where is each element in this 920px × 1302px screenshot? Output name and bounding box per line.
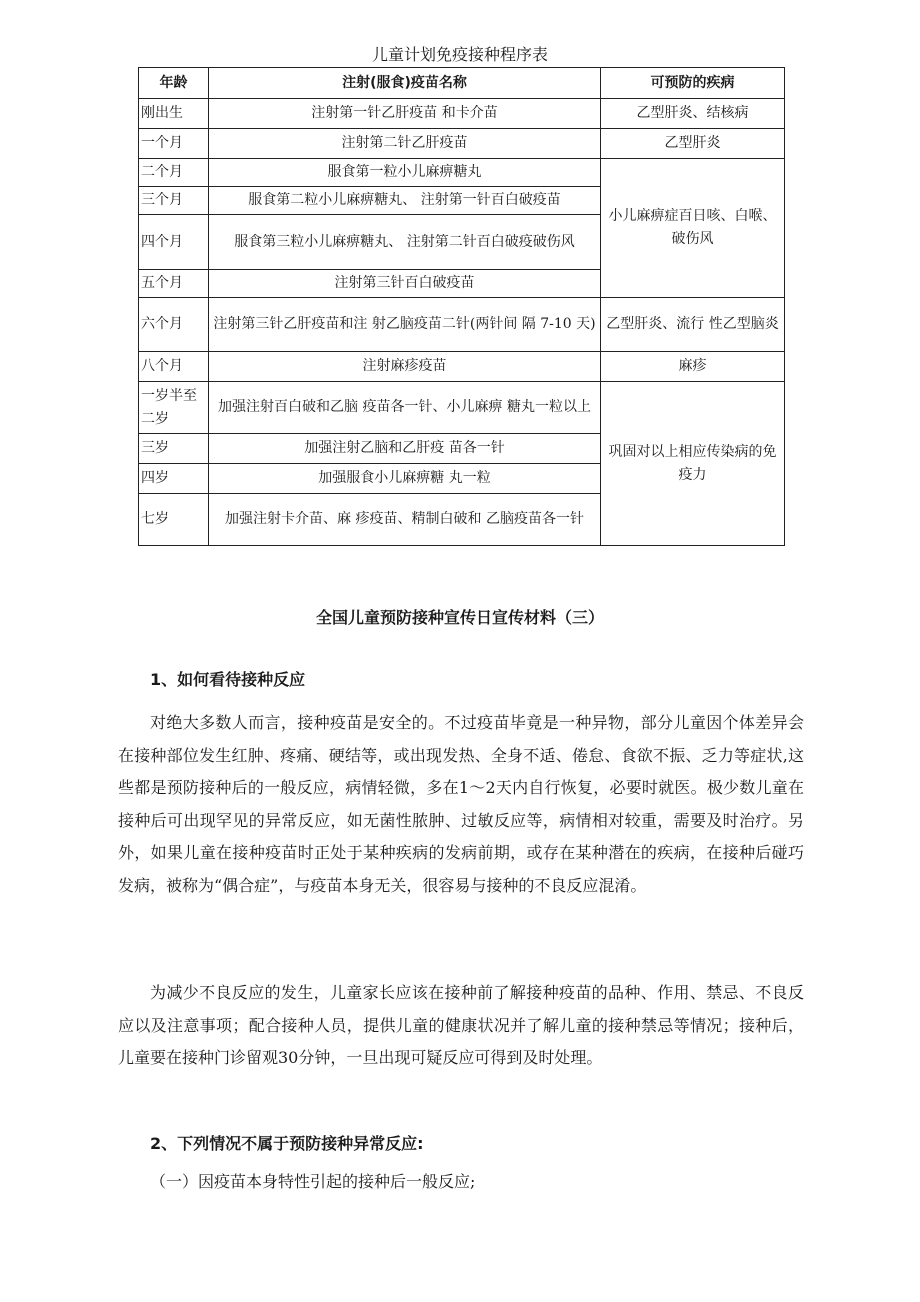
- disease-cell: 乙型肝炎、结核病: [601, 99, 785, 129]
- age-cell: 刚出生: [139, 99, 209, 129]
- disease-cell: 乙型肝炎、流行 性乙型脑炎: [601, 298, 785, 352]
- vaccine-cell: 加强注射卡介苗、麻 疹疫苗、精制白破和 乙脑疫苗各一针: [209, 494, 601, 546]
- table-header-row: [139, 68, 785, 99]
- vaccine-cell: 服食第一粒小儿麻痹糖丸: [209, 159, 601, 187]
- table-row: [139, 159, 785, 187]
- vaccine-cell: 注射麻疹疫苗: [209, 352, 601, 382]
- vaccine-cell: 注射第三针乙肝疫苗和注 射乙脑疫苗二针(两针间 隔 7-10 天): [209, 298, 601, 352]
- section2-heading: 2、下列情况不属于预防接种异常反应:: [150, 1134, 424, 1153]
- header-disease: 可预防的疾病: [601, 68, 785, 99]
- age-cell: 一岁半至二岁: [139, 382, 209, 434]
- section1-paragraph1: 对绝大多数人而言，接种疫苗是安全的。不过疫苗毕竟是一种异物，部分儿童因个体差异会在接种部位发生红肿、疼痛、硬结等，或出现发热、全身不适、倦怠、食欲不振、乏力等症状,这些都是预防接种后的一般反应，病情轻微，多在1～2天内自行恢复，必要时就医。极少数儿童在接种后可出现罕见的异常反应，如无菌性脓肿、过敏反应等，病情相对较重，需要及时治疗。另外，如果儿童在接种疫苗时正处于某种疾病的发病前期，或存在某种潜在的疾病，在接种后碰巧发病，被称为“偶合症”，与疫苗本身无关，很容易与接种的不良反应混淆。: [118, 713, 804, 895]
- age-cell: 七岁: [139, 494, 209, 546]
- table-title: 儿童计划免疫接种程序表: [371, 45, 548, 64]
- document-title: 全国儿童预防接种宣传日宣传材料（三）: [315, 608, 604, 627]
- vaccine-cell: 服食第三粒小儿麻痹糖丸、 注射第二针百白破疫破伤风: [209, 215, 601, 270]
- age-cell: 三岁: [139, 434, 209, 464]
- age-cell: 二个月: [139, 159, 209, 187]
- disease-cell: 麻疹: [601, 352, 785, 382]
- table-row: [139, 382, 785, 434]
- vaccine-cell: 注射第三针百白破疫苗: [209, 270, 601, 298]
- age-cell: 六个月: [139, 298, 209, 352]
- vaccine-cell: 加强注射乙脑和乙肝疫 苗各一针: [209, 434, 601, 464]
- vaccine-cell: 服食第二粒小儿麻痹糖丸、 注射第一针百白破疫苗: [209, 187, 601, 215]
- table-row: [139, 352, 785, 382]
- age-cell: 四个月: [139, 215, 209, 270]
- disease-cell: 乙型肝炎: [601, 129, 785, 159]
- vaccination-schedule-table: [138, 67, 785, 546]
- age-cell: 八个月: [139, 352, 209, 382]
- disease-cell-merged: 巩固对以上相应传染病的免疫力: [601, 382, 785, 546]
- section1-paragraph2: 为减少不良反应的发生，儿童家长应该在接种前了解接种疫苗的品种、作用、禁忌、不良反应以及注意事项；配合接种人员，提供儿童的健康状况并了解儿童的接种禁忌等情况；接种后，儿童要在接种门诊留观30分钟，一旦出现可疑反应可得到及时处理。: [118, 983, 804, 1067]
- header-age: 年龄: [139, 68, 209, 99]
- vaccine-cell: 加强注射百白破和乙脑 疫苗各一针、小儿麻痹 糖丸一粒以上: [209, 382, 601, 434]
- vaccine-cell: 注射第二针乙肝疫苗: [209, 129, 601, 159]
- table-row: [139, 298, 785, 352]
- disease-cell-merged: 小儿麻痹症百日咳、白喉、破伤风: [601, 159, 785, 298]
- vaccine-cell: 加强服食小儿麻痹糖 丸一粒: [209, 464, 601, 494]
- age-cell: 三个月: [139, 187, 209, 215]
- age-cell: 一个月: [139, 129, 209, 159]
- age-cell: 五个月: [139, 270, 209, 298]
- table-row: [139, 129, 785, 159]
- age-cell: 四岁: [139, 464, 209, 494]
- section1-heading: 1、如何看待接种反应: [150, 670, 306, 689]
- header-vaccine: 注射(服食)疫苗名称: [209, 68, 601, 99]
- vaccine-cell: 注射第一针乙肝疫苗 和卡介苗: [209, 99, 601, 129]
- section2-item1: （一）因疫苗本身特性引起的接种后一般反应;: [150, 1172, 476, 1191]
- table-row: [139, 99, 785, 129]
